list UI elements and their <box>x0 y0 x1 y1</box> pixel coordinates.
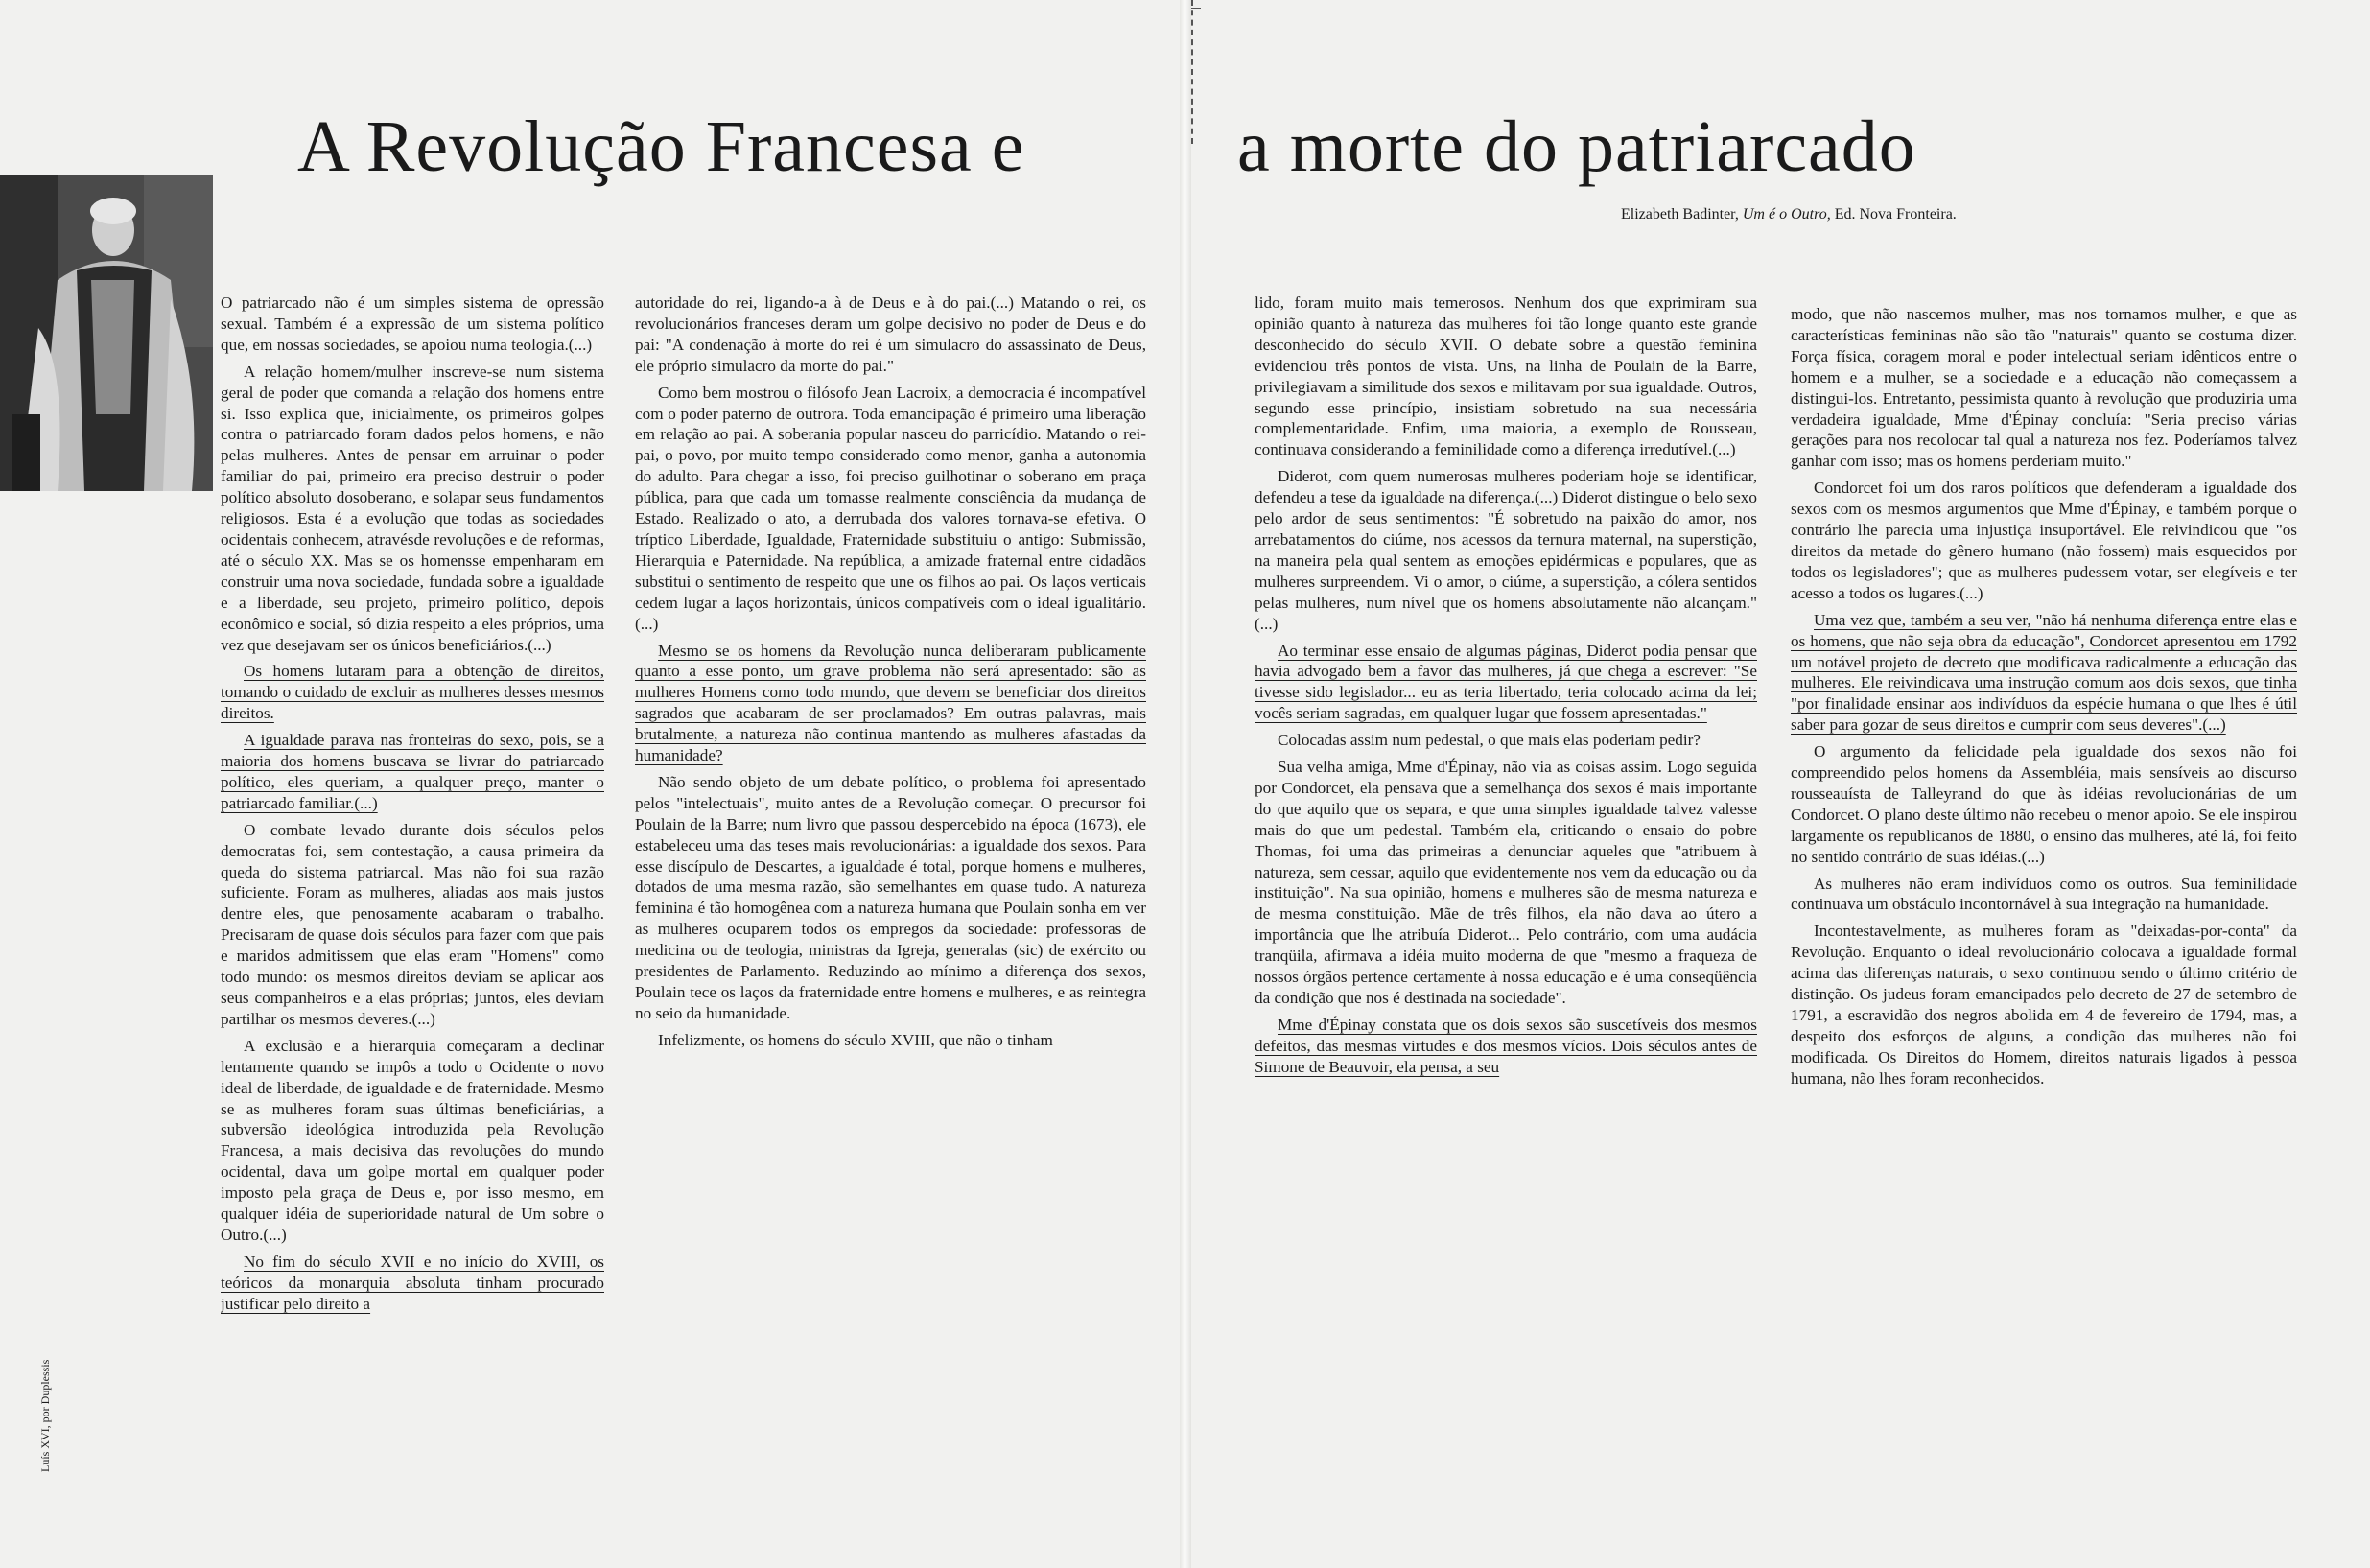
paragraph: Mme d'Épinay constata que os dois sexos são suscetíveis dos mesmos defeitos, das mesmas virtudes e dos mesmos vícios. Dois séculos antes de Simone de Beauvoir, ela pensa, a seu <box>1255 1015 1757 1076</box>
paragraph: Infelizmente, os homens do século XVIII, que não o tinham <box>658 1030 1053 1049</box>
crop-mark <box>1191 8 1201 9</box>
paragraph: Condorcet foi um dos raros políticos que defenderam a igualdade dos sexos com os mesmos argumentos que Mme d'Épinay, e também porque o contrário lhe parecia uma injustiça insuportável. Ele reivindicou que "os direitos da metade do gênero humano (não fossem) mais esquecidos por todos os legisladores"; que as mulheres pudessem votar, ser elegíveis e ter acesso a todos os lugares.(...) <box>1791 479 2297 602</box>
article-title-right: a morte do patriarcado <box>1237 106 1916 187</box>
citation-work: Um é o Outro, <box>1742 206 1831 222</box>
source-citation <box>1621 206 1957 223</box>
paragraph: lido, foram muito mais temerosos. Nenhum dos que exprimiram sua opinião quanto à natureza das mulheres foi tão longe quanto este grande desconhecido do século XVII. O debate sobre a questão feminina evidenciou três pontos de vista. Uns, na linha de Poulain de la Barre, privilegiavam a similitude dos sexos e militavam por sua igualdade. Outros, segundo esse princípio, insistiam sobretudo na sua necessária complementaridade. Enfim, uma maioria, a exemplo de Rousseau, continuava considerando a feminilidade como a diferença irredutível.(...) <box>1255 293 1757 459</box>
text-column-3 <box>1255 293 1757 1472</box>
citation-author: Elizabeth Badinter, <box>1621 206 1739 222</box>
text-column-4 <box>1791 304 2297 1472</box>
paragraph: Como bem mostrou o filósofo Jean Lacroix, a democracia é incompatível com o poder paterno de outrora. Toda emancipação é primeiro uma liberação em relação ao pai. A soberania popular nasceu do parricídio. Matando o rei-pai, o povo, por muito tempo considerado como menor, ganha a autonomia do adulto. Para chegar a isso, foi preciso guilhotinar o soberano em praça pública, para que cada um tomasse realmente consciência da mudança de Estado. Realizado o ato, a derrubada dos valores tornava-se efetiva. O tríptico Liberdade, Igualdade, Fraternidade substituiu o antigo: Submissão, Hierarquia e Paternidade. Na república, a amizade fraternal entre cidadãos substitui o sentimento de respeito que une os filhos ao pai. Os laços verticais cedem lugar a laços horizontais, únicos compatíveis com o ideal igualitário.(...) <box>635 383 1146 633</box>
text-column-1 <box>221 293 604 1472</box>
paragraph: Incontestavelmente, as mulheres foram as "deixadas-por-conta" da Revolução. Enquanto o ideal revolucionário colocava a igualdade formal acima das diferenças naturais, o sexo continuou sendo o último critério de distinção. Os judeus foram emancipados pelo decreto de 27 de setembro de 1791, a escravidão dos negros abolida em 4 de fevereiro de 1794, mas, a despeito dos esforços de alguns, a condição das mulheres não foi modificada. Os Direitos do Homem, direitos naturais ligados à pessoa humana, não lhes foram reconhecidos. <box>1791 922 2297 1088</box>
page-gutter <box>1180 0 1191 1568</box>
paragraph: Sua velha amiga, Mme d'Épinay, não via as coisas assim. Logo seguida por Condorcet, ela pensava que a semelhança dos sexos é mais importante do que aquilo que os separa, e que uma simples igualdade talvez valesse mais do que um pedestal. Também ela, criticando o ensaio do pobre Thomas, foi uma das primeiras a denunciar aqueles que "atribuem à natureza, sem cessar, aquilo que evidentemente nos vem da educação ou da instituição". Na sua opinião, homens e mulheres são de mesma natureza e de mesma constituição. Mãe de três filhos, ela não dava ao útero a importância que lhe atribuía Diderot... Pelo contrário, com uma audácia tranqüila, afirmava a idéia muito moderna de que "mesmo a fraqueza de nossos órgãos pertence certamente à nossa educação e é uma conseqüência da condição que nos é destinada na sociedade". <box>1255 758 1757 1007</box>
paragraph: A relação homem/mulher inscreve-se num sistema geral de poder que comanda a relação dos homens entre si. Isso explica que, inicialmente, os primeiros golpes contra o patriarcado foram dados pelos homens, e não pelas mulheres. Antes de pensar em arruinar o poder familiar do pai, primeiro era preciso destruir o poder político absoluto dosoberano, e solapar seus fundamentos religiosos. Esta é a evolução que todas as sociedades ocidentais conhecem, atravésde revoluções e de reformas, até o século XX. Mas se os homensse empenharam em construir uma nova sociedade, fundada sobre a igualdade e a liberdade, seu projeto, primeiro político, depois econômico e social, só dizia respeito a eles próprios, uma vez que desejavam ser os únicos beneficiários.(...) <box>221 362 604 654</box>
paragraph: Não sendo objeto de um debate político, o problema foi apresentado pelos "intelectuais", muito antes de a Revolução começar. O precursor foi Poulain de la Barre; num livro que passou despercebido na época (1673), ele estabeleceu uma das teses mais revolucionárias: a igualdade dos sexos. Para esse discípulo de Descartes, a igualdade é total, porque homens e mulheres, dotados de uma mesma razão, são semelhantes em quase tudo. A natureza feminina é tão homogênea com a natureza humana que Poulain sonha em ver as mulheres ocuparem todos os empregos da sociedade: professoras de medicina ou de teologia, ministras da Igreja, generalas (sic) de exército ou presidentes de Parlamento. Reduzindo ao mínimo a diferença dos sexos, Poulain tece os laços da fraternidade entre homens e mulheres, e as reintegra no seio da humanidade. <box>635 772 1146 1022</box>
paragraph: autoridade do rei, ligando-a à de Deus e à do pai.(...) Matando o rei, os revolucionários franceses deram um golpe decisivo no poder de Deus e do pai: "A condenação à morte do rei é um simulacro do assassinato de Deus, ele próprio simulacro da morte do pai." <box>635 293 1146 375</box>
article-title-left: A Revolução Francesa e <box>297 106 1025 187</box>
paragraph: Os homens lutaram para a obtenção de direitos, tomando o cuidado de excluir as mulheres desses mesmos direitos. <box>221 662 604 723</box>
fold-mark <box>1191 0 1194 144</box>
paragraph: modo, que não nascemos mulher, mas nos tornamos mulher, e que as características femininas não são tão "naturais" quanto se costuma dizer. Força física, coragem moral e poder intelectual seriam idênticos entre o homem e a mulher, se a sociedade e a educação não começassem a distingui-los. Entretanto, pessimista quanto à revolução que produziria uma verdadeira igualdade, Mme d'Épinay concluía: "Seria preciso várias gerações para nos recolocar tal qual a natureza nos fez. Poderíamos talvez ganhar com isso; mas os homens perderiam muito." <box>1791 305 2297 471</box>
paragraph: A exclusão e a hierarquia começaram a declinar lentamente quando se impôs a todo o Ocidente o novo ideal de liberdade, de igualdade e de fraternidade. Mesmo se as mulheres foram suas últimas beneficiárias, a subversão ideológica introduzida pela Revolução Francesa, a mais decisiva das revoluções do mundo ocidental, dava um golpe mortal em qualquer poder imposto pela graça de Deus e, por isso mesmo, em qualquer idéia de superioridade natural de Um sobre o Outro.(...) <box>221 1036 604 1244</box>
paragraph: O combate levado durante dois séculos pelos democratas foi, sem contestação, a causa primeira da queda do sistema patriarcal. Mas não foi sua razão suficiente. Foram as mulheres, aliadas aos mais justos dentre eles, que penosamente acabaram o trabalho. Precisaram de quase dois séculos para fazer com que pais e maridos admitissem que elas eram "Homens" como todo mundo: os mesmos direitos deviam se aplicar aos seus companheiros e a elas próprias; juntos, eles deviam partilhar os mesmos deveres.(...) <box>221 820 604 1028</box>
paragraph: O argumento da felicidade pela igualdade dos sexos não foi compreendido pelos homens da Assembléia, mais sensíveis ao discurso rousseauísta de Talleyrand do que às idéias revolucionárias de um Condorcet. O plano deste último não recebeu o menor apoio. Se ele inspirou largamente os republicanos de 1880, o ensino das mulheres, até lá, foi feito no sentido contrário de suas idéias.(...) <box>1791 742 2297 866</box>
text-column-2 <box>635 293 1146 1472</box>
paragraph: Mesmo se os homens da Revolução nunca deliberaram publicamente quanto a esse ponto, um grave problema não será apresentado: são as mulheres Homens como todo mundo, que devem se beneficiar dos direitos sagrados que acabaram de ser proclamados? Em outras palavras, mais brutalmente, a natureza não continua mantendo as mulheres afastadas da humanidade? <box>635 641 1146 765</box>
paragraph: Diderot, com quem numerosas mulheres poderiam hoje se identificar, defendeu a tese da igualdade na diferença.(...) Diderot distingue o belo sexo pelo ardor de seus sentimentos: "É sobretudo na paixão do amor, nos arrebatamentos do ciúme, nos acessos da ternura maternal, na superstição, na maneira pela qual sentem as emoções epidérmicas e populares, que as mulheres surpreendem. Vi o amor, o ciúme, a superstição, a cólera sentidos pelas mulheres, num nível que os homens absolutamente não alcançam."(...) <box>1255 467 1757 633</box>
paragraph: Uma vez que, também a seu ver, "não há nenhuma diferença entre elas e os homens, que não seja obra da educação", Condorcet apresentou em 1792 um notável projeto de decreto que modificava radicalmente a educação das mulheres. Ele reivindicava uma instrução comum aos dois sexos, que tinha "por finalidade ensinar aos indivíduos da espécie humana o que lhes é útil saber para gozar de seus direitos e cumprir com seus deveres".(...) <box>1791 610 2297 735</box>
paragraph: A igualdade parava nas fronteiras do sexo, pois, se a maioria dos homens buscava se livrar do patriarcado político, eles queriam, a qualquer preço, manter o patriarcado familiar.(...) <box>221 731 604 812</box>
paragraph: As mulheres não eram indivíduos como os outros. Sua feminilidade continuava um obstáculo incontornável à sua integração na humanidade. <box>1791 874 2297 914</box>
paragraph: Ao terminar esse ensaio de algumas páginas, Diderot podia pensar que havia advogado bem a favor das mulheres, já que chega a escrever: "Se tivesse sido legislador... eu as teria libertado, teria colocado acima da lei; vocês seriam sagradas, em qualquer lugar que fossem apresentadas." <box>1255 641 1757 723</box>
citation-publisher: Ed. Nova Fronteira. <box>1834 206 1957 222</box>
portrait-louis-xvi-image <box>0 175 213 491</box>
paragraph: Colocadas assim num pedestal, o que mais elas poderiam pedir? <box>1278 731 1701 750</box>
paragraph: O patriarcado não é um simples sistema de opressão sexual. Também é a expressão de um sistema político que, em nossas sociedades, se apoiou numa teologia.(...) <box>221 293 604 354</box>
portrait-caption: Luís XVI, por Duplessis <box>38 1359 52 1472</box>
paragraph: No fim do século XVII e no início do XVIII, os teóricos da monarquia absoluta tinham procurado justificar pelo direito a <box>221 1252 604 1313</box>
portrait-illustration <box>0 175 213 491</box>
